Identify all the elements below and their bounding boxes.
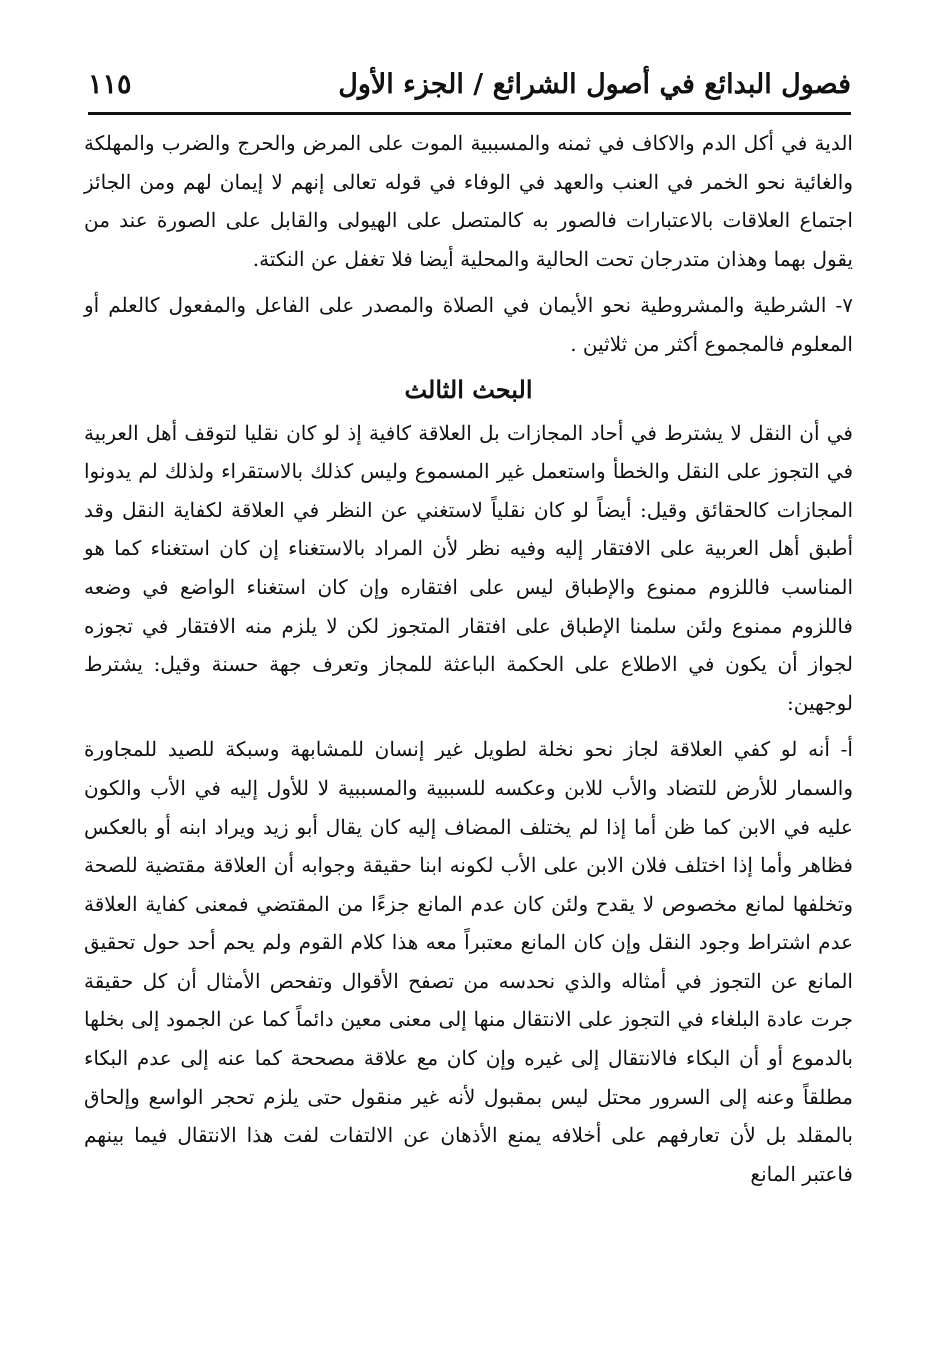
paragraph-1: الدية في أكل الدم والاكاف في ثمنه والمسببية الموت على المرض والحرج والضرب والمهلكة والغائية نحو الخمر في العنب والعهد في الوفاء في قوله تعالى إنهم لا إيمان لهم ومن الجائز اجتماع العلاقات بالاعتبارات فالصور به كالمتصل على الهيولى والقابل على الصورة عند من يقول بهما وهذان متدرجان تحت الحالية والمحلية أيضا فلا تغفل عن النكتة. (84, 131, 853, 271)
paragraph-4: أ- أنه لو كفي العلاقة لجاز نحو نخلة لطويل غير إنسان للمشابهة وسبكة للصيد للمجاورة والسمار للأرض للتضاد والأب للابن وعكسه للسببية والمسببية لا للأول إليه في الأب والكون عليه في الابن كما ظن أما إذا لم يختلف المضاف إليه كان يقال أبو زيد ويراد ابنه أو بالعكس فظاهر وأما إذا اختلف فلان الابن على الأب لكونه ابنا حقيقة وجوابه أن العلاقة مقتضية للصحة وتخلفها لمانع مخصوص لا يقدح ولئن كان عدم المانع جزءًا من المقتضي فمعنى كفاية العلاقة عدم اشتراط وجود النقل وإن كان المانع معتبراً معه هذا كلام القوم ولم يحم أحد حول تحقيق المانع عن التجوز في أمثاله والذي نحدسه من تصفح الأقوال وتفحص الأمثال أن كل حقيقة جرت عادة البلغاء في التجوز على الانتقال منها إلى معنى معين دائماً كما عن الجمود إلى بخلها بالدموع أو أن البكاء فالانتقال إلى غيره وإن كان مع علاقة مصححة كما عنه إلى عدم البكاء مطلقاً وعنه إلى السرور محتل ليس بمقبول لأنه غير منقول حتى يلزم تحجر الواسع وإلحاق بالمقلد بل لأن تعارفهم على أخلافه يمنع الأذهان عن الالتفات لفت هذا الانتقال فيما بينهم فاعتبر المانع (84, 737, 853, 1186)
header-rule (88, 112, 851, 115)
section-heading: البحث الثالث (404, 374, 533, 404)
header-title: فصول البدائع في أصول الشرائع / الجزء الأول (338, 69, 851, 100)
paragraph-2: ٧- الشرطية والمشروطية نحو الأيمان في الصلاة والمصدر على الفاعل والمفعول كالعلم أو المعلوم فالمجموع أكثر من ثلاثين . (84, 293, 853, 356)
paragraph-3: في أن النقل لا يشترط في أحاد المجازات بل العلاقة كافية إذ لو كان نقليا لتوقف أهل العربية في التجوز على النقل والخطأ واستعمل غير المسموع وليس كذلك بالاستقراء ولذلك لم يدونوا المجازات كالحقائق وقيل: أيضاً لو كان نقلياً لاستغني عن النظر في العلاقة لكفاية النقل وقد أطبق أهل العربية على الافتقار إليه وفيه نظر لأن المراد بالاستغناء إن كان استغناء كما هو المناسب فاللزوم ممنوع والإطباق ليس على افتقاره وإن كان استغناء الواضع في وضعه فاللزوم ممنوع ولئن سلمنا الإطباق على افتقار المتجوز لكن لا يلزم منه الافتقار في تجوزه لجواز أن يكون في الاطلاع على الحكمة الباعثة للمجاز وتعرف جهة حسنة وقيل: يشترط لوجهين: (84, 420, 854, 715)
body-text (84, 124, 853, 1193)
running-header (88, 64, 851, 106)
page-number: ١١٥ (88, 69, 132, 100)
